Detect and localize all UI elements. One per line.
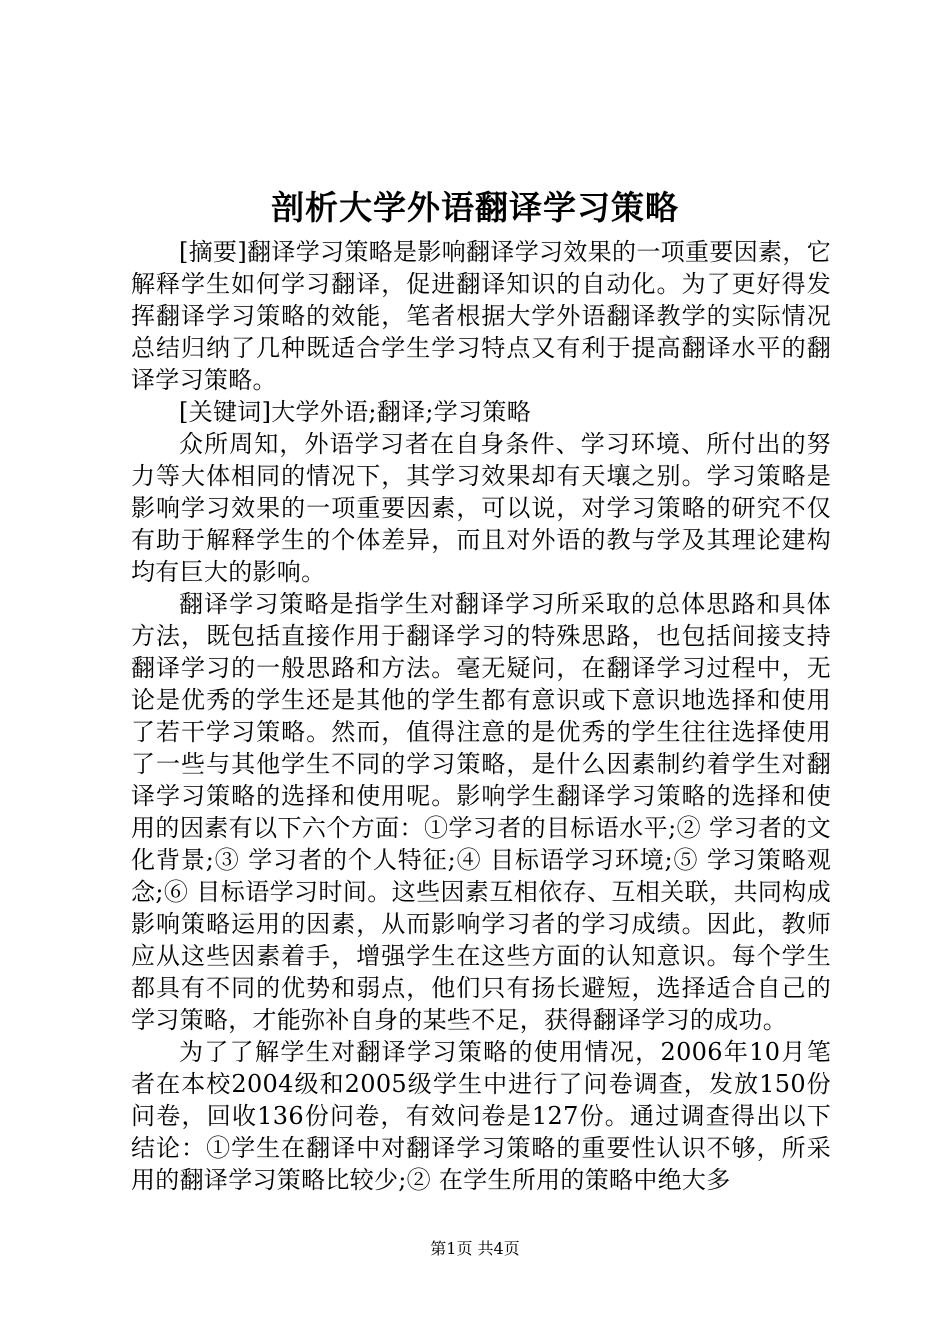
page-number-footer: 第1页 共4页 [430, 1239, 520, 1258]
document-title: 剖析大学外语翻译学习策略 [271, 188, 679, 227]
abstract-paragraph: [摘要]翻译学习策略是影响翻译学习效果的一项重要因素，它解释学生如何学习翻译，促进翻译知识的自动化。为了更好得发挥翻译学习策略的效能，笔者根据大学外语翻译教学的实际情况总结归纳了几种既适合学生学习特点又有利于提高翻译水平的翻译学习策略。 [131, 238, 831, 394]
body-paragraph: 为了了解学生对翻译学习策略的使用情况，2006年10月笔者在本校2004级和2005级学生中进行了问卷调查，发放150份问卷，回收136份问卷，有效问卷是127份。通过调查得出以下结论：①学生在翻译中对翻译学习策略的重要性认识不够，所采用的翻译学习策略比较少;② 在学生所用的策略中绝大多 [131, 1038, 831, 1194]
document-body [131, 236, 831, 1196]
body-paragraph: 众所周知，外语学习者在自身条件、学习环境、所付出的努力等大体相同的情况下，其学习效果却有天壤之别。学习策略是影响学习效果的一项重要因素，可以说，对学习策略的研究不仅有助于解释学生的个体差异，而且对外语的教与学及其理论建构均有巨大的影响。 [131, 430, 831, 586]
body-paragraph: 翻译学习策略是指学生对翻译学习所采取的总体思路和具体方法，既包括直接作用于翻译学习的特殊思路，也包括间接支持翻译学习的一般思路和方法。毫无疑问，在翻译学习过程中，无论是优秀的学生还是其他的学生都有意识或下意识地选择和使用了若干学习策略。然而，值得注意的是优秀的学生往往选择使用了一些与其他学生不同的学习策略，是什么因素制约着学生对翻译学习策略的选择和使用呢。影响学生翻译学习策略的选择和使用的因素有以下六个方面：①学习者的目标语水平;② 学习者的文化背景;③ 学习者的个人特征;④ 目标语学习环境;⑤ 学习策略观念;⑥ 目标语学习时间。这些因素互相依存、互相关联，共同构成影响策略运用的因素，从而影响学习者的学习成绩。因此，教师应从这些因素着手，增强学生在这些方面的认知意识。每个学生都具有不同的优势和弱点，他们只有扬长避短，选择适合自己的学习策略，才能弥补自身的某些不足，获得翻译学习的成功。 [131, 590, 831, 1034]
keywords-paragraph: [关键词]大学外语;翻译;学习策略 [179, 398, 531, 426]
